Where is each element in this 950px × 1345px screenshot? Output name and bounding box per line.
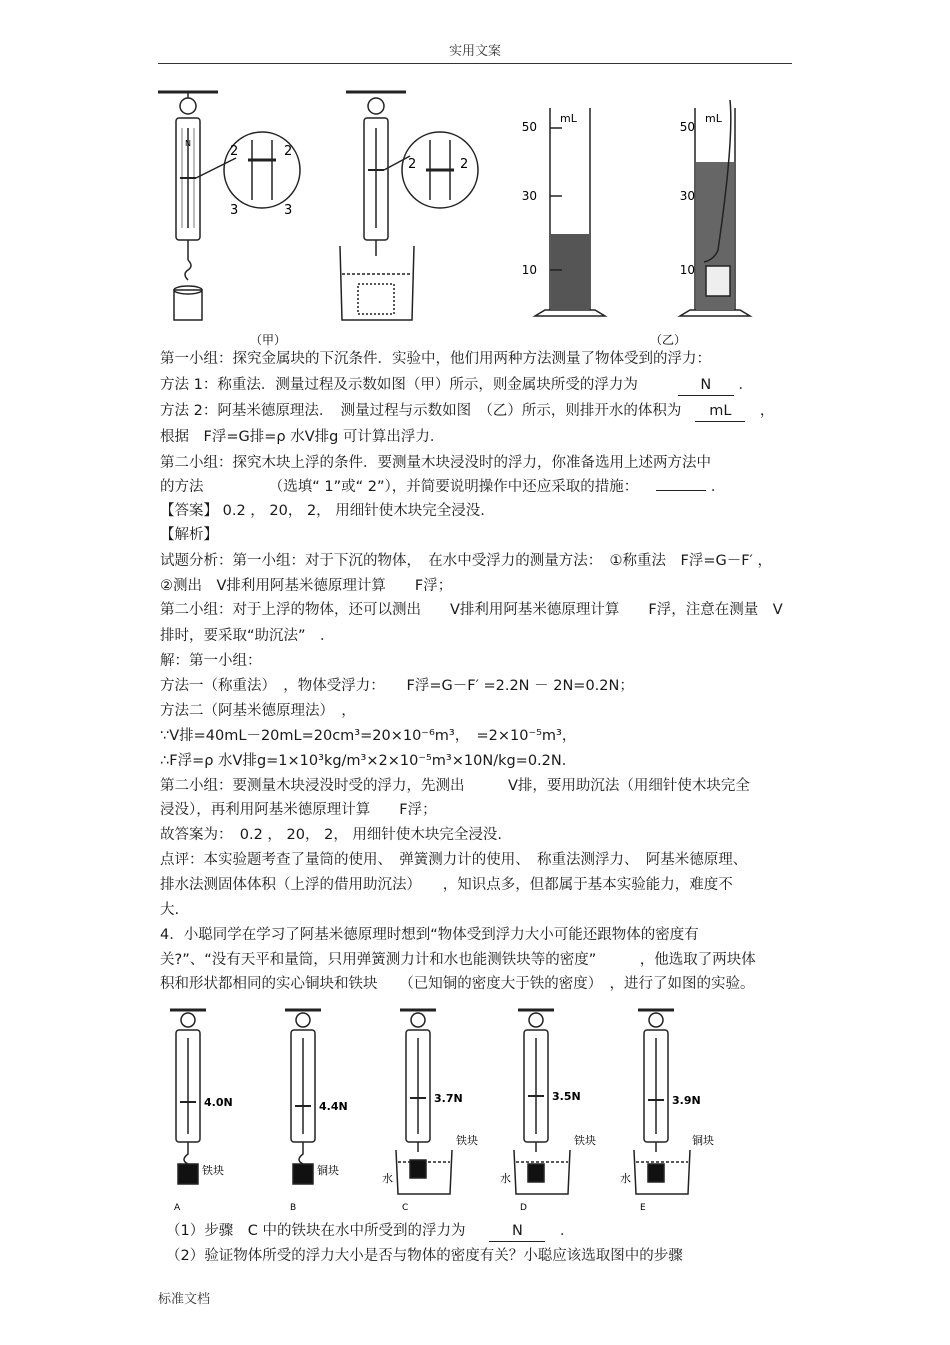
- cylinder-yi-before: [535, 108, 605, 316]
- step-label-a: A: [174, 1203, 181, 1213]
- text-line: 的方法 （选填“ 1”或“ 2”），并简要说明操作中还应采取的措施： ．: [160, 479, 726, 495]
- cyl2-unit: mL: [705, 112, 722, 125]
- cyl2-tick-10: 10: [679, 263, 695, 277]
- figure-five-steps: [160, 1002, 720, 1214]
- cyl1-tick-50: 50: [521, 120, 537, 134]
- text-line: 方法 1：称重法．测量过程及示数如图（甲）所示，则金属块所受的浮力为 N ．: [160, 375, 753, 396]
- cyl1-unit: mL: [560, 112, 577, 125]
- label-copper-b: 铜块: [317, 1164, 339, 1177]
- caption-jia: （甲）: [250, 333, 287, 347]
- step-label-e: E: [640, 1203, 646, 1213]
- header-rule: [158, 63, 792, 64]
- text-line: 排水法测固体体积（上浮的借用助沉法） ，知识点多，但都属于基本实验能力，难度不: [160, 877, 733, 893]
- analysis-heading: 【解析】: [160, 527, 218, 543]
- step-label-c: C: [402, 1203, 409, 1213]
- zoom-label-right-3: 3: [284, 203, 293, 218]
- zoom-label-left-3: 3: [230, 203, 239, 218]
- zoom-detail-jia: [248, 140, 276, 200]
- label-iron-a: 铁块: [202, 1164, 224, 1177]
- cyl2-tick-30: 30: [679, 189, 695, 203]
- label-water-d: 水: [500, 1172, 511, 1185]
- text-line: 解：第一小组：: [160, 653, 262, 669]
- spring-scale-jia-air: [158, 92, 300, 320]
- text-line: 试题分析：第一小组：对于下沉的物体， 在水中受浮力的测量方法： ①称重法 F浮=G－F′ ，: [160, 553, 772, 569]
- zoom-label-right-2: 2: [284, 144, 293, 159]
- text-line: ②测出 V排利用阿基米德原理计算 F浮；: [160, 578, 453, 594]
- step-label-b: B: [290, 1203, 297, 1213]
- text-line: 排时，要采取“助沉法” ．: [160, 628, 335, 644]
- answer-blank-method1: N: [678, 375, 734, 396]
- zoom-label-left-2: 2: [230, 144, 239, 159]
- label-water-e: 水: [620, 1172, 631, 1185]
- text-line: 第二小组：要测量木块浸没时受的浮力，先测出 V排，要用助沉法（用细针使木块完全: [160, 778, 750, 794]
- text-line: 4．小聪同学在学习了阿基米德原理时想到“物体受到浮力大小可能还跟物体的密度有: [160, 927, 699, 943]
- reading-e: 3.9N: [672, 1094, 701, 1107]
- text-line: 根据 F浮=G排=ρ 水V排g 可计算出浮力．: [160, 429, 445, 445]
- text-line: 方法二（阿基米德原理法） ，: [160, 703, 356, 719]
- question-1: （1）步骤 C 中的铁块在水中所受到的浮力为 N ．: [166, 1221, 574, 1242]
- reading-d: 3.5N: [552, 1090, 581, 1103]
- zoom2-label-left: 2: [408, 157, 417, 172]
- answer-blank-measure: [656, 490, 706, 491]
- question-2: （2）验证物体所受的浮力大小是否与物体的密度有关？小聪应该选取图中的步骤: [166, 1248, 683, 1264]
- text-line: 大.: [160, 902, 180, 918]
- label-iron-c: 铁块: [456, 1134, 478, 1147]
- label-copper-e: 铜块: [692, 1134, 714, 1147]
- text-line: 第一小组：探究金属块的下沉条件．实验中，他们用两种方法测量了物体受到的浮力：: [160, 351, 711, 367]
- answer-blank-q1: N: [489, 1221, 545, 1242]
- cyl1-tick-10: 10: [521, 263, 537, 277]
- zoom2-label-right: 2: [460, 157, 469, 172]
- reading-b: 4.4N: [319, 1100, 348, 1113]
- answer-line: 【答案】 0.2 ， 20， 2， 用细针使木块完全浸没.: [160, 503, 485, 519]
- answer-blank-method2: mL: [695, 401, 745, 422]
- cyl2-tick-50: 50: [679, 120, 695, 134]
- text-line: ∴F浮=ρ 水V排g=1×10³kg/m³×2×10⁻⁵m³×10N/kg=0.2N．: [160, 753, 577, 769]
- label-water-c: 水: [382, 1172, 393, 1185]
- step-label-d: D: [520, 1203, 527, 1213]
- step-a-scale: [170, 1010, 206, 1184]
- text-line: 方法一（称重法） ，物体受浮力： F浮=G－F′ =2.2N － 2N=0.2N；: [160, 678, 634, 694]
- text-line: 故答案为： 0.2 ， 20， 2， 用细针使木块完全浸没.: [160, 827, 503, 843]
- text-line: 点评：本实验题考查了量筒的使用、 弹簧测力计的使用、 称重法测浮力、 阿基米德原理、: [160, 852, 748, 868]
- step-b-scale: [285, 1010, 321, 1184]
- figure-spring-scale-and-cylinder: [150, 78, 722, 350]
- reading-c: 3.7N: [434, 1092, 463, 1105]
- text-line: 关?”、“没有天平和量筒，只用弹簧测力计和水也能测铁块等的密度” ，他选取了两块体: [160, 952, 756, 968]
- scale-top-label: N: [185, 139, 191, 148]
- spring-scale-jia-water: [340, 92, 478, 320]
- text-line: ∵V排=40mL－20mL=20cm³=20×10⁻⁶m³， =2×10⁻⁵m³，: [160, 728, 577, 744]
- label-iron-d: 铁块: [574, 1134, 596, 1147]
- caption-yi: （乙）: [650, 333, 687, 347]
- page-header: 实用文案: [448, 44, 501, 59]
- reading-a: 4.0N: [204, 1096, 233, 1109]
- text-line: 第二小组：探究木块上浮的条件．要测量木块浸没时的浮力，你准备选用上述两方法中: [160, 455, 711, 471]
- text-line: 浸没），再利用阿基米德原理计算 F浮；: [160, 802, 437, 818]
- text-line: 方法 2：阿基米德原理法． 测量过程与示数如图 （乙）所示，则排开水的体积为 mL ，: [160, 401, 774, 422]
- text-line: 第二小组：对于上浮的物体，还可以测出 V排利用阿基米德原理计算 F浮，注意在测量 V: [160, 602, 783, 618]
- cyl1-tick-30: 30: [521, 189, 537, 203]
- text-line: 积和形状都相同的实心铜块和铁块 （已知铜的密度大于铁的密度） ，进行了如图的实验。: [160, 976, 755, 992]
- page-footer: 标准文档: [158, 1292, 211, 1307]
